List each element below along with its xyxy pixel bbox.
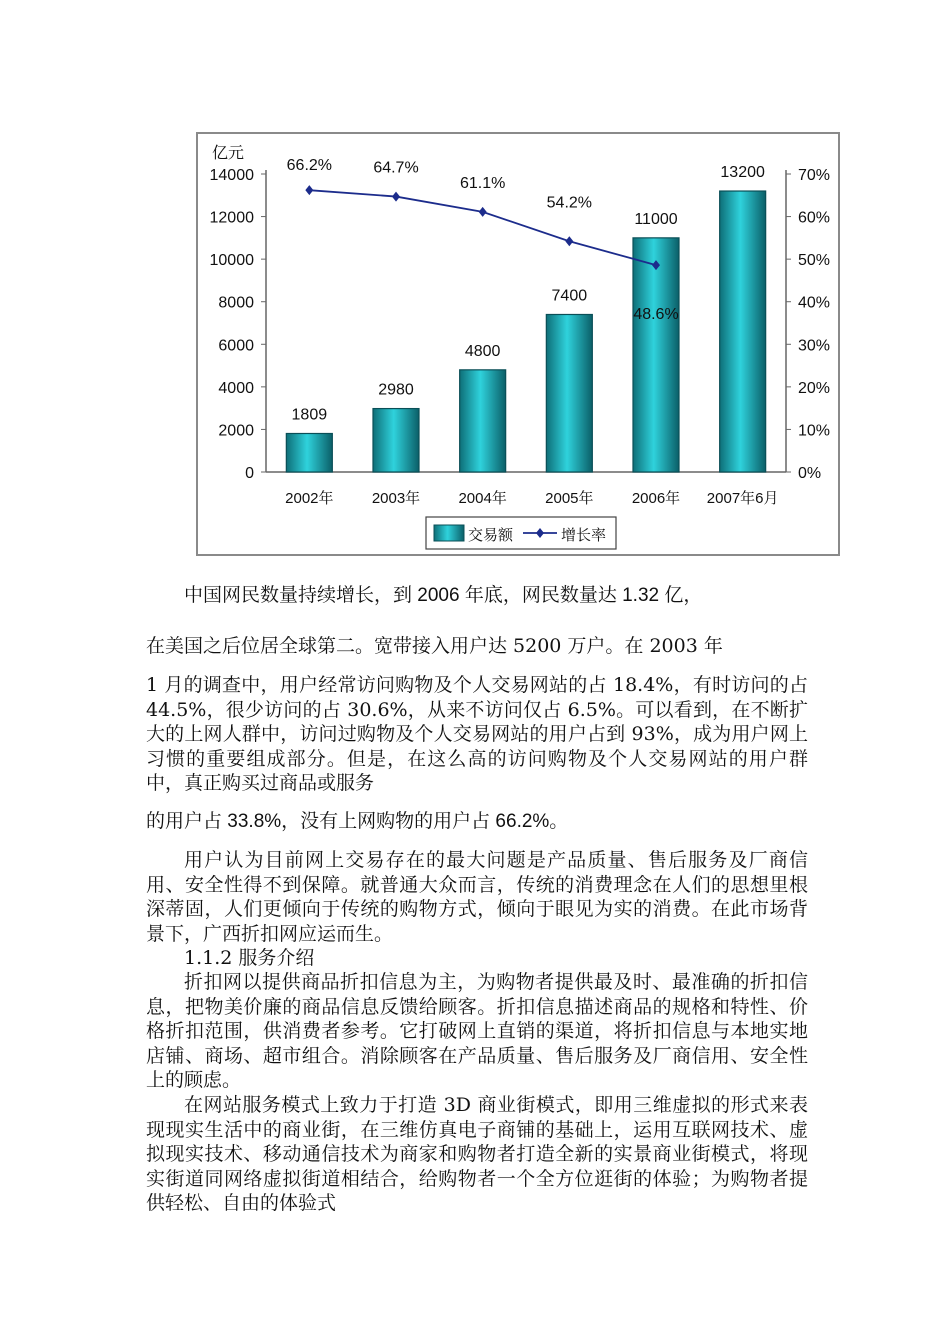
category-label: 2002年 xyxy=(285,490,334,507)
bar xyxy=(633,238,679,472)
right-tick-label: 0% xyxy=(798,465,822,482)
bar-value-label: 7400 xyxy=(551,287,588,305)
growth-rate-label: 61.1% xyxy=(459,174,506,192)
left-tick-label: 10000 xyxy=(209,252,254,270)
bar xyxy=(373,409,419,472)
chart-legend xyxy=(426,517,616,549)
legend-line-label: 增长率 xyxy=(561,527,607,544)
bar-value-label: 2980 xyxy=(378,381,414,399)
right-tick-label: 10% xyxy=(798,422,831,440)
left-tick-label: 2000 xyxy=(218,422,254,440)
left-tick-label: 6000 xyxy=(218,337,254,355)
paragraph-5: 用户认为目前网上交易存在的最大问题是产品质量、售后服务及厂商信用、安全性得不到保障。就普通大众而言，传统的消费理念在人们的思想里根深蒂固，人们更倾向于传统的购物方式，倾向于眼见为实的消费。在此市场背景下，广西折扣网应运而生。 xyxy=(146,849,808,945)
section-heading: 1.1.2 服务介绍 xyxy=(184,947,315,969)
category-label: 2006年 xyxy=(631,490,681,507)
right-tick-label: 20% xyxy=(798,379,831,397)
transaction-growth-chart xyxy=(196,132,840,556)
paragraph-3: 1 月的调查中，用户经常访问购物及个人交易网站的占 18.4%，有时访问的占 44.5%，很少访问的占 30.6%，从来不访问仅占 6.5%。可以看到，在不断扩大的上网人群中，访问过购物及个人交易网站的用户占到 93%，成为用户网上习惯的重要组成部分。但是，在这么高的访问购物及个人交易网站的用户群中，真正购买过商品或服务 xyxy=(146,674,808,794)
growth-rate-label: 54.2% xyxy=(546,194,593,212)
left-tick-label: 0 xyxy=(245,465,254,482)
bar xyxy=(546,314,592,472)
right-tick-label: 40% xyxy=(798,294,831,312)
paragraph-1-text: 中国网民数量持续增长，到 2006 年底，网民数量达 1.32 亿， xyxy=(184,585,703,606)
bar-value-label: 1809 xyxy=(291,406,328,424)
left-tick-label: 8000 xyxy=(218,294,254,312)
bar xyxy=(460,370,506,472)
category-label: 2007年6月 xyxy=(706,490,779,507)
growth-rate-label: 64.7% xyxy=(373,159,419,177)
bar-value-label: 11000 xyxy=(634,210,678,228)
legend-bar-swatch xyxy=(434,525,464,541)
paragraph-2 xyxy=(146,634,808,659)
bar-value-label: 13200 xyxy=(720,164,765,182)
category-label: 2005年 xyxy=(545,490,594,507)
legend-bar-label: 交易额 xyxy=(468,527,514,544)
bar xyxy=(286,433,332,472)
right-tick-label: 60% xyxy=(798,209,831,227)
right-tick-label: 70% xyxy=(798,167,831,184)
right-tick-label: 30% xyxy=(798,337,831,355)
growth-rate-label: 48.6% xyxy=(633,306,679,324)
category-label: 2004年 xyxy=(458,490,507,507)
paragraph-2-text: 在美国之后位居全球第二。宽带接入用户达 5200 万户。在 2003 年 xyxy=(146,635,723,657)
right-tick-label: 50% xyxy=(798,252,831,270)
bar-value-label: 4800 xyxy=(464,342,501,360)
paragraph-4: 的用户占 33.8%，没有上网购物的用户占 66.2%。 xyxy=(146,811,569,832)
paragraph-7: 在网站服务模式上致力于打造 3D 商业街模式，即用三维虚拟的形式来表现现实生活中的商业街，在三维仿真电子商铺的基础上，运用互联网技术、虚拟现实技术、移动通信技术为商家和购物者打造全新的实景商业街模式，将现实街道同网络虚拟街道相结合，给购物者一个全方位逛街的体验；为购物者提供轻松、自由的体验式 xyxy=(146,1094,808,1214)
paragraph-6: 折扣网以提供商品折扣信息为主，为购物者提供最及时、最准确的折扣信息，把物美价廉的商品信息反馈给顾客。折扣信息描述商品的规格和特性、价格折扣范围，供消费者参考。它打破网上直销的渠道，将折扣信息与本地实地店铺、商场、超市组合。消除顾客在产品质量、售后服务及厂商信用、安全性上的顾虑。 xyxy=(146,971,808,1091)
left-tick-label: 12000 xyxy=(209,209,254,227)
growth-rate-label: 66.2% xyxy=(286,157,333,175)
left-tick-label: 14000 xyxy=(209,167,254,184)
bar xyxy=(720,191,766,472)
left-tick-label: 4000 xyxy=(218,379,254,397)
y-axis-unit: 亿元 xyxy=(212,145,245,162)
category-label: 2003年 xyxy=(371,490,421,507)
paragraph-1 xyxy=(146,583,808,609)
